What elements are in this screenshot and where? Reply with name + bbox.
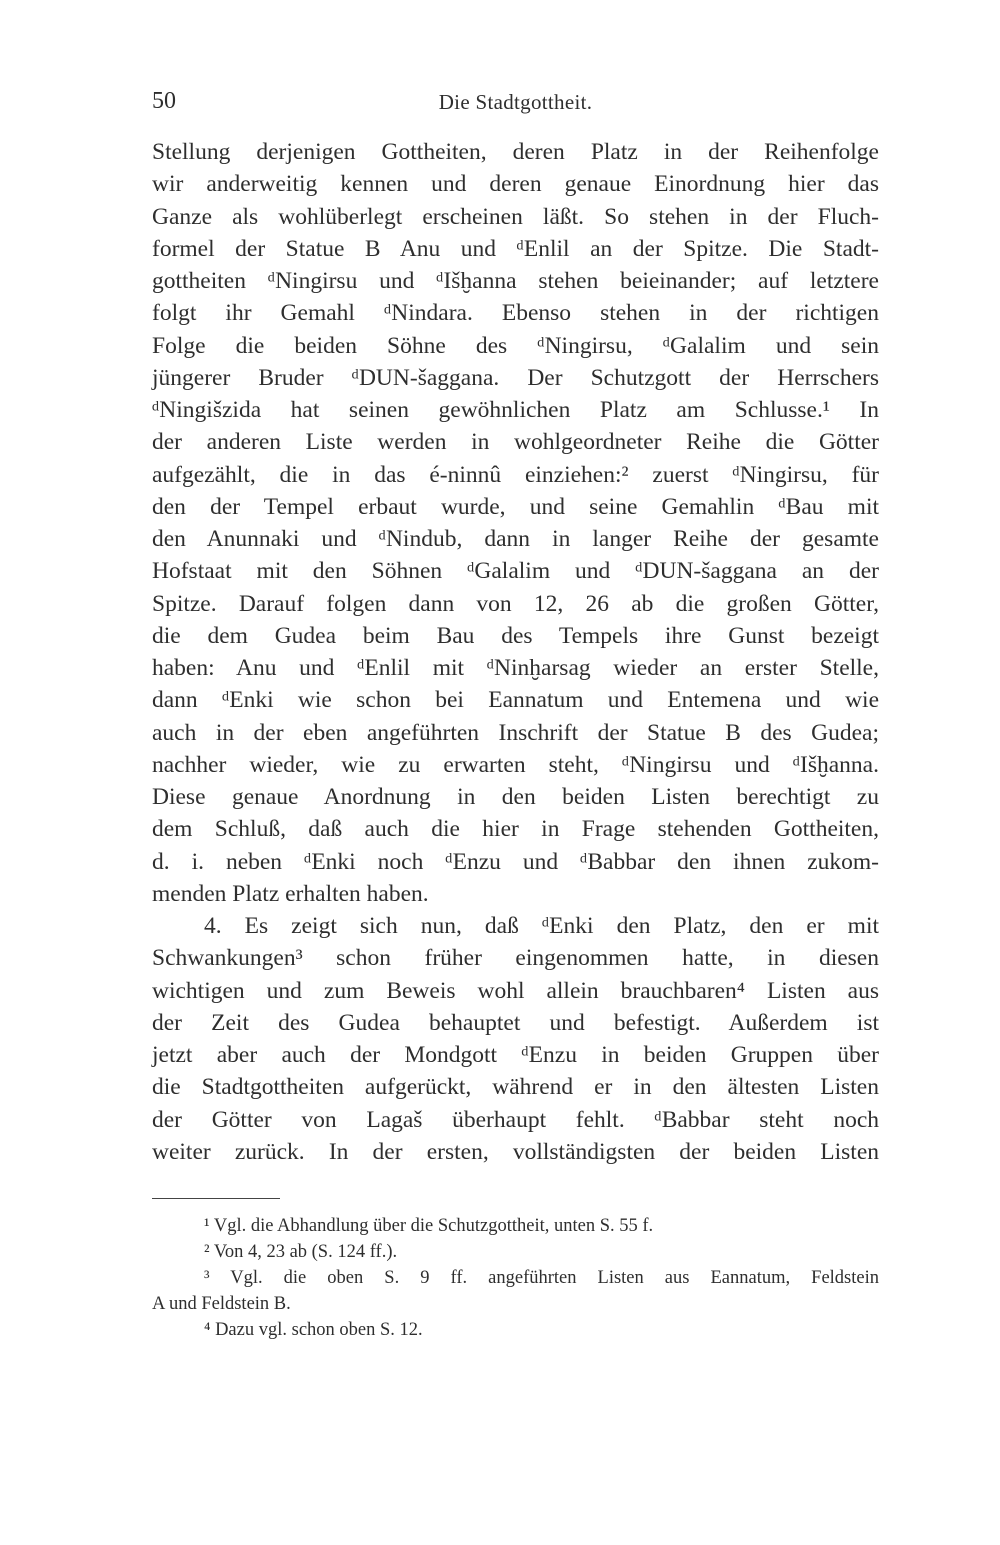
text-line: d. i. neben ᵈEnki noch ᵈEnzu und ᵈBabbar den ihnen zukom- [152, 848, 879, 875]
text-line: Hofstaat mit den Söhnen ᵈGalalim und ᵈDUN-šaggana an der [152, 558, 879, 585]
text-line: wichtigen und zum Beweis wohl allein brauchbaren⁴ Listen aus [152, 977, 879, 1004]
footnotes [152, 1213, 879, 1343]
text-line: Folge die beiden Söhne des ᵈNingirsu, ᵈGalalim und sein [152, 332, 879, 359]
text-line: ᵈNingišzida hat seinen gewöhnlichen Platz am Schlusse.¹ In [152, 397, 879, 423]
footnote-2: ² Von 4, 23 ab (S. 124 ff.). [204, 1242, 398, 1262]
text-line: Stellung derjenigen Gottheiten, deren Platz in der Reihenfolge [152, 139, 879, 165]
page-header [152, 88, 879, 118]
text-line: der anderen Liste werden in wohlgeordneter Reihe die Götter [152, 429, 879, 456]
footnote-3: ³ Vgl. die oben S. 9 ff. angeführten Listen aus Eannatum, Feldstein [204, 1268, 879, 1288]
paragraph-start-line: 4. Es zeigt sich nun, daß ᵈEnki den Platz, den er mit [204, 913, 879, 939]
text-line: weiter zurück. In der ersten, vollständigsten der beiden Listen [152, 1138, 879, 1165]
footnote-3-continued: A und Feldstein B. [152, 1294, 291, 1314]
text-line: Ganze als wohlüberlegt erscheinen läßt. So stehen in der Fluch- [152, 203, 879, 230]
text-line: die dem Gudea beim Bau des Tempels ihre Gunst bezeigt [152, 622, 879, 649]
footnote-1: ¹ Vgl. die Abhandlung über die Schutzgottheit, unten S. 55 f. [204, 1216, 654, 1236]
text-line: dann ᵈEnki wie schon bei Eannatum und Entemena und wie [152, 687, 879, 714]
text-line: wir anderweitig kennen und deren genaue Einordnung hier das [152, 171, 879, 198]
footnote-4: ⁴ Dazu vgl. schon oben S. 12. [204, 1320, 423, 1340]
body-text [152, 136, 879, 1168]
text-line: Diese genaue Anordnung in den beiden Listen berechtigt zu [152, 784, 879, 810]
text-line: jüngerer Bruder ᵈDUN-šaggana. Der Schutzgott der Herrschers [152, 364, 879, 391]
text-line: aufgezählt, die in das é-ninnû einziehen:² zuerst ᵈNingirsu, für [152, 461, 879, 488]
text-line: dem Schluß, daß auch die hier in Frage stehenden Gottheiten, [152, 816, 879, 843]
text-line: folgt ihr Gemahl ᵈNindara. Ebenso stehen in der richtigen [152, 300, 879, 327]
text-line: menden Platz erhalten haben. [152, 880, 429, 907]
text-line: den der Tempel erbaut wurde, und seine Gemahlin ᵈBau mit [152, 493, 879, 520]
text-line: den Anunnaki und ᵈNindub, dann in langer Reihe der gesamte [152, 526, 879, 552]
footnote-rule [152, 1198, 280, 1199]
text-line: Schwankungen³ schon früher eingenommen hatte, in diesen [152, 945, 879, 972]
text-line: auch in der eben angeführten Inschrift der Statue B des Gudea; [152, 719, 879, 746]
text-line: die Stadtgottheiten aufgerückt, während er in den ältesten Listen [152, 1074, 879, 1101]
text-line: der Zeit des Gudea behauptet und befestigt. Außerdem ist [152, 1009, 879, 1036]
text-line: jetzt aber auch der Mondgott ᵈEnzu in beiden Gruppen über [152, 1042, 879, 1068]
text-line: Spitze. Darauf folgen dann von 12, 26 ab die großen Götter, [152, 590, 879, 617]
page-number: 50 [152, 88, 176, 114]
text-line: gottheiten ᵈNingirsu und ᵈIšḫanna stehen beieinander; auf letztere [152, 268, 879, 294]
text-line: der Götter von Lagaš überhaupt fehlt. ᵈBabbar steht noch [152, 1106, 879, 1133]
running-head: Die Stadtgottheit. [438, 90, 593, 114]
text-line: formel der Statue B Anu und ᵈEnlil an der Spitze. Die Stadt- [152, 235, 879, 262]
text-line: nachher wieder, wie zu erwarten steht, ᵈNingirsu und ᵈIšḫanna. [152, 751, 879, 778]
text-line: haben: Anu und ᵈEnlil mit ᵈNinḫarsag wieder an erster Stelle, [152, 655, 879, 681]
